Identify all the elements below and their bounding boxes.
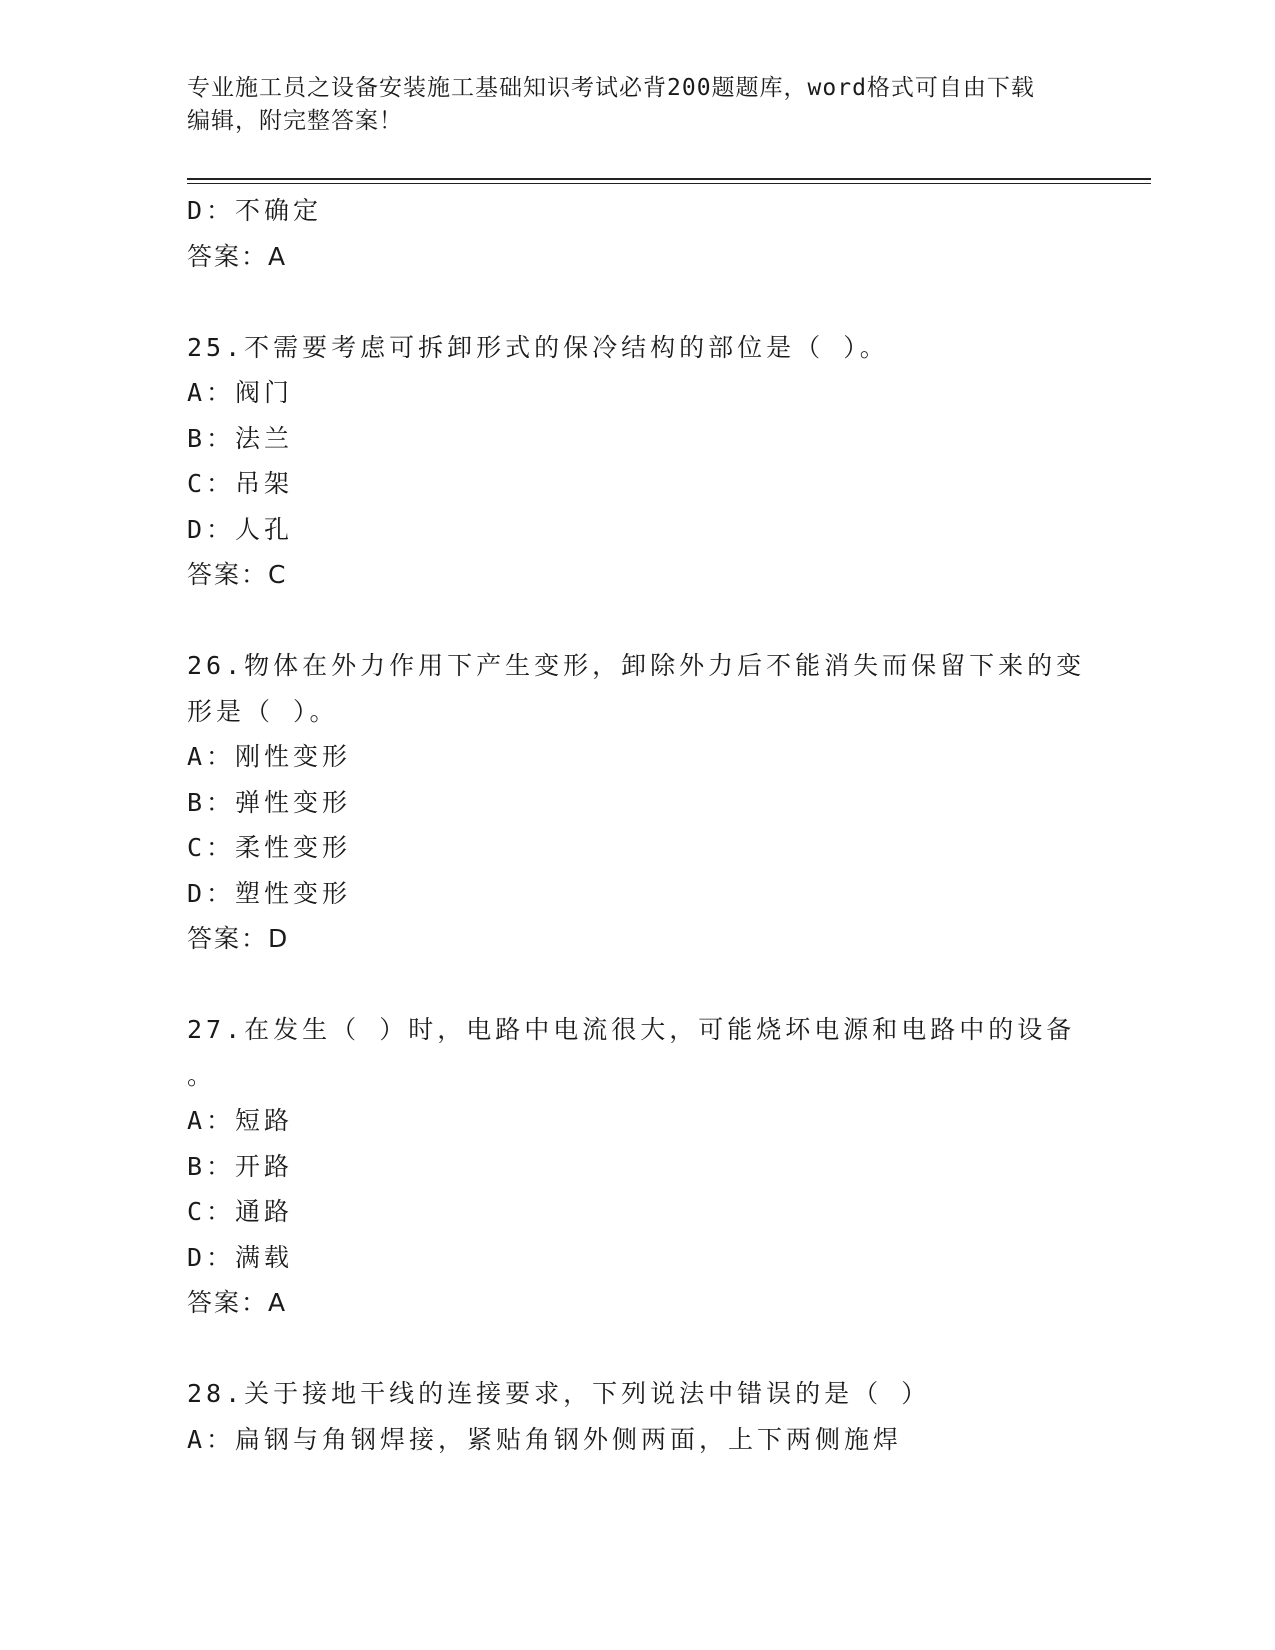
prev-answer: 答案：A [187,241,288,271]
document-header [187,72,1087,138]
option-b: B：法兰 [187,423,294,453]
question-text-line1: 27.在发生（ ）时，电路中电流很大，可能烧坏电源和电路中的设备 [187,1015,1076,1044]
spacer [187,598,1087,644]
answer: 答案：C [187,560,288,589]
question-text-line1: 26.物体在外力作用下产生变形，卸除外力后不能消失而保留下来的变 [187,651,1086,680]
spacer [187,1326,1087,1372]
question-list [187,188,1087,1462]
question-text-line2: 形是（ ）。 [187,696,339,726]
option-a: A：阀门 [187,378,294,407]
prev-option-d: D：不确定 [187,196,323,225]
option-c: C：吊架 [187,469,294,498]
option-b: B：开路 [187,1151,294,1181]
question-text-line2: 。 [187,1060,217,1090]
option-c: C：柔性变形 [187,833,352,862]
question-26 [187,643,1087,962]
question-text: 25.不需要考虑可拆卸形式的保冷结构的部位是（ ）。 [187,332,889,362]
question-28 [187,1371,1087,1462]
header-divider-thin [187,183,1151,184]
option-a: A：短路 [187,1106,294,1135]
option-d: D：塑性变形 [187,878,352,908]
header-title-line1: 专业施工员之设备安装施工基础知识考试必背200题题库，word格式可自由下载 [187,75,1035,101]
header-title-line2: 编辑，附完整答案！ [187,108,403,134]
option-d: D：满载 [187,1242,294,1272]
option-b: B：弹性变形 [187,787,352,817]
answer: 答案：A [187,1288,288,1317]
answer: 答案：D [187,924,290,953]
spacer [187,279,1087,325]
option-a: A：刚性变形 [187,742,352,771]
spacer [187,962,1087,1008]
question-25 [187,325,1087,598]
option-a: A：扁钢与角钢焊接，紧贴角钢外侧两面，上下两侧施焊 [187,1424,903,1454]
option-c: C：通路 [187,1197,294,1226]
option-d: D：人孔 [187,514,294,544]
question-text: 28.关于接地干线的连接要求，下列说法中错误的是（ ） [187,1379,931,1408]
question-27 [187,1007,1087,1326]
header-divider-thick [187,178,1151,180]
